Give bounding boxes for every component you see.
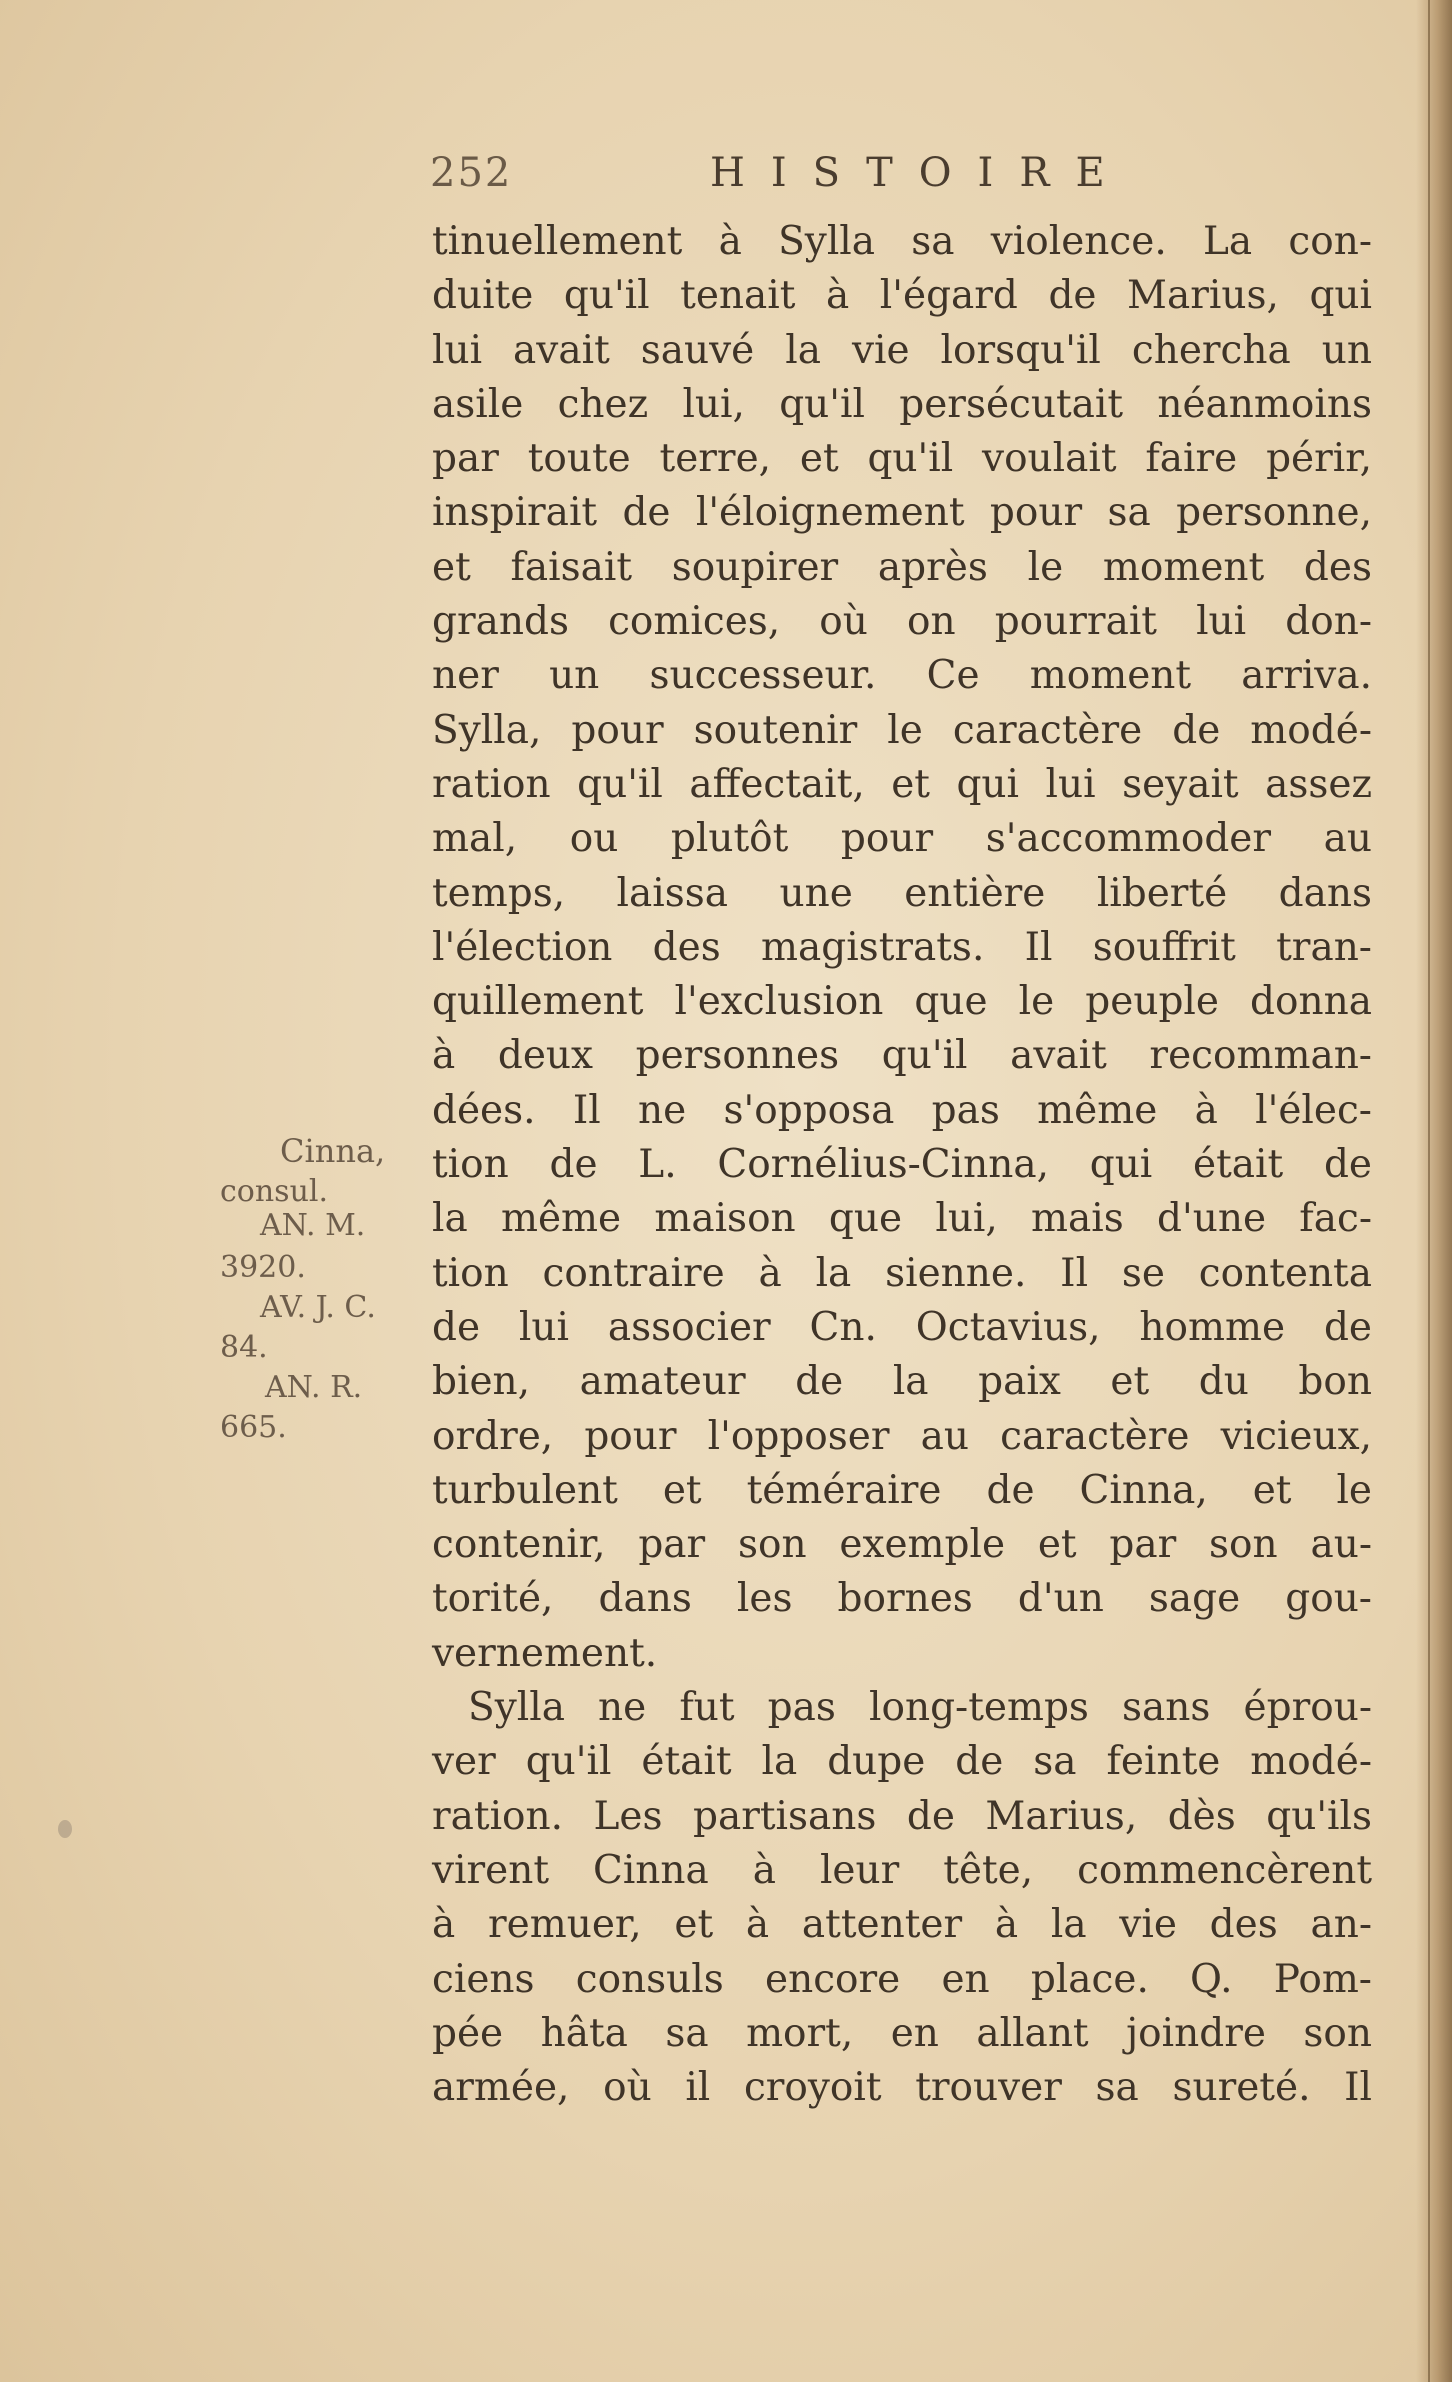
page-header xyxy=(430,150,1130,210)
text-line: duite qu'il tenait à l'égard de Marius, qui xyxy=(432,273,1372,319)
text-line: l'élection des magistrats. Il souffrit tran- xyxy=(432,924,1372,970)
text-line: tinuellement à Sylla sa violence. La con- xyxy=(432,219,1372,264)
text-line: de lui associer Cn. Octavius, homme de xyxy=(432,1304,1372,1350)
text-line: turbulent et téméraire de Cinna, et le xyxy=(432,1467,1372,1513)
text-line: asile chez lui, qu'il persécutait néanmoins xyxy=(432,381,1372,427)
text-line: quillement l'exclusion que le peuple donna xyxy=(432,979,1372,1025)
margin-note-year-r: 665. xyxy=(220,1410,287,1445)
margin-note-cinna: Cinna, xyxy=(280,1132,386,1170)
text-line: temps, laissa une entière liberté dans xyxy=(432,870,1372,916)
margin-note-consul: consul. xyxy=(220,1174,329,1209)
text-line: ner un successeur. Ce moment arriva. xyxy=(432,653,1372,699)
text-line: torité, dans les bornes d'un sage gou- xyxy=(432,1576,1372,1622)
paper-stain xyxy=(58,1820,72,1838)
text-line: armée, où il croyoit trouver sa sureté. Il xyxy=(432,2065,1372,2111)
margin-note-an-m: AN. M. xyxy=(260,1208,366,1243)
text-line: vernement. xyxy=(432,1630,658,1676)
binding-edge xyxy=(1428,0,1430,2382)
text-line: dées. Il ne s'opposa pas même à l'élec- xyxy=(432,1087,1372,1133)
page-number: 252 xyxy=(430,150,513,196)
text-line: ration. Les partisans de Marius, dès qu'ils xyxy=(432,1793,1372,1839)
text-line: tion de L. Cornélius-Cinna, qui était de xyxy=(432,1142,1372,1188)
running-title: HISTOIRE xyxy=(710,150,1131,196)
text-line: pée hâta sa mort, en allant joindre son xyxy=(432,2010,1372,2056)
text-line: par toute terre, et qu'il voulait faire périr, xyxy=(432,436,1372,482)
text-line: tion contraire à la sienne. Il se contenta xyxy=(432,1250,1372,1296)
body-text xyxy=(432,215,1372,2115)
text-line: la même maison que lui, mais d'une fac- xyxy=(432,1196,1372,1242)
margin-note-year-jc: 84. xyxy=(220,1330,268,1365)
margin-note-an-r: AN. R. xyxy=(265,1370,363,1405)
margin-note-year-m: 3920. xyxy=(220,1250,306,1285)
text-line: inspirait de l'éloignement pour sa personne, xyxy=(432,490,1372,536)
text-line: grands comices, où on pourrait lui don- xyxy=(432,599,1372,645)
page-edge-shadow xyxy=(1416,0,1452,2382)
text-line: à remuer, et à attenter à la vie des an- xyxy=(432,1902,1372,1948)
text-line: mal, ou plutôt pour s'accommoder au xyxy=(432,816,1372,862)
text-line: ciens consuls encore en place. Q. Pom- xyxy=(432,1956,1372,2002)
paragraph-start-line: Sylla ne fut pas long-temps sans éprou- xyxy=(468,1685,1372,1731)
text-line: lui avait sauvé la vie lorsqu'il chercha un xyxy=(432,327,1372,373)
text-line: ordre, pour l'opposer au caractère vicieux, xyxy=(432,1413,1372,1459)
text-line: ver qu'il était la dupe de sa feinte modé- xyxy=(432,1739,1372,1785)
text-line: et faisait soupirer après le moment des xyxy=(432,544,1372,590)
text-line: ration qu'il affectait, et qui lui seyait assez xyxy=(432,761,1372,807)
text-line: contenir, par son exemple et par son au- xyxy=(432,1522,1372,1568)
text-line: à deux personnes qu'il avait recomman- xyxy=(432,1033,1372,1079)
text-line: virent Cinna à leur tête, commencèrent xyxy=(432,1847,1372,1893)
text-line: Sylla, pour soutenir le caractère de modé- xyxy=(432,707,1372,753)
margin-note-av-jc: AV. J. C. xyxy=(260,1290,376,1325)
text-line: bien, amateur de la paix et du bon xyxy=(432,1359,1372,1405)
